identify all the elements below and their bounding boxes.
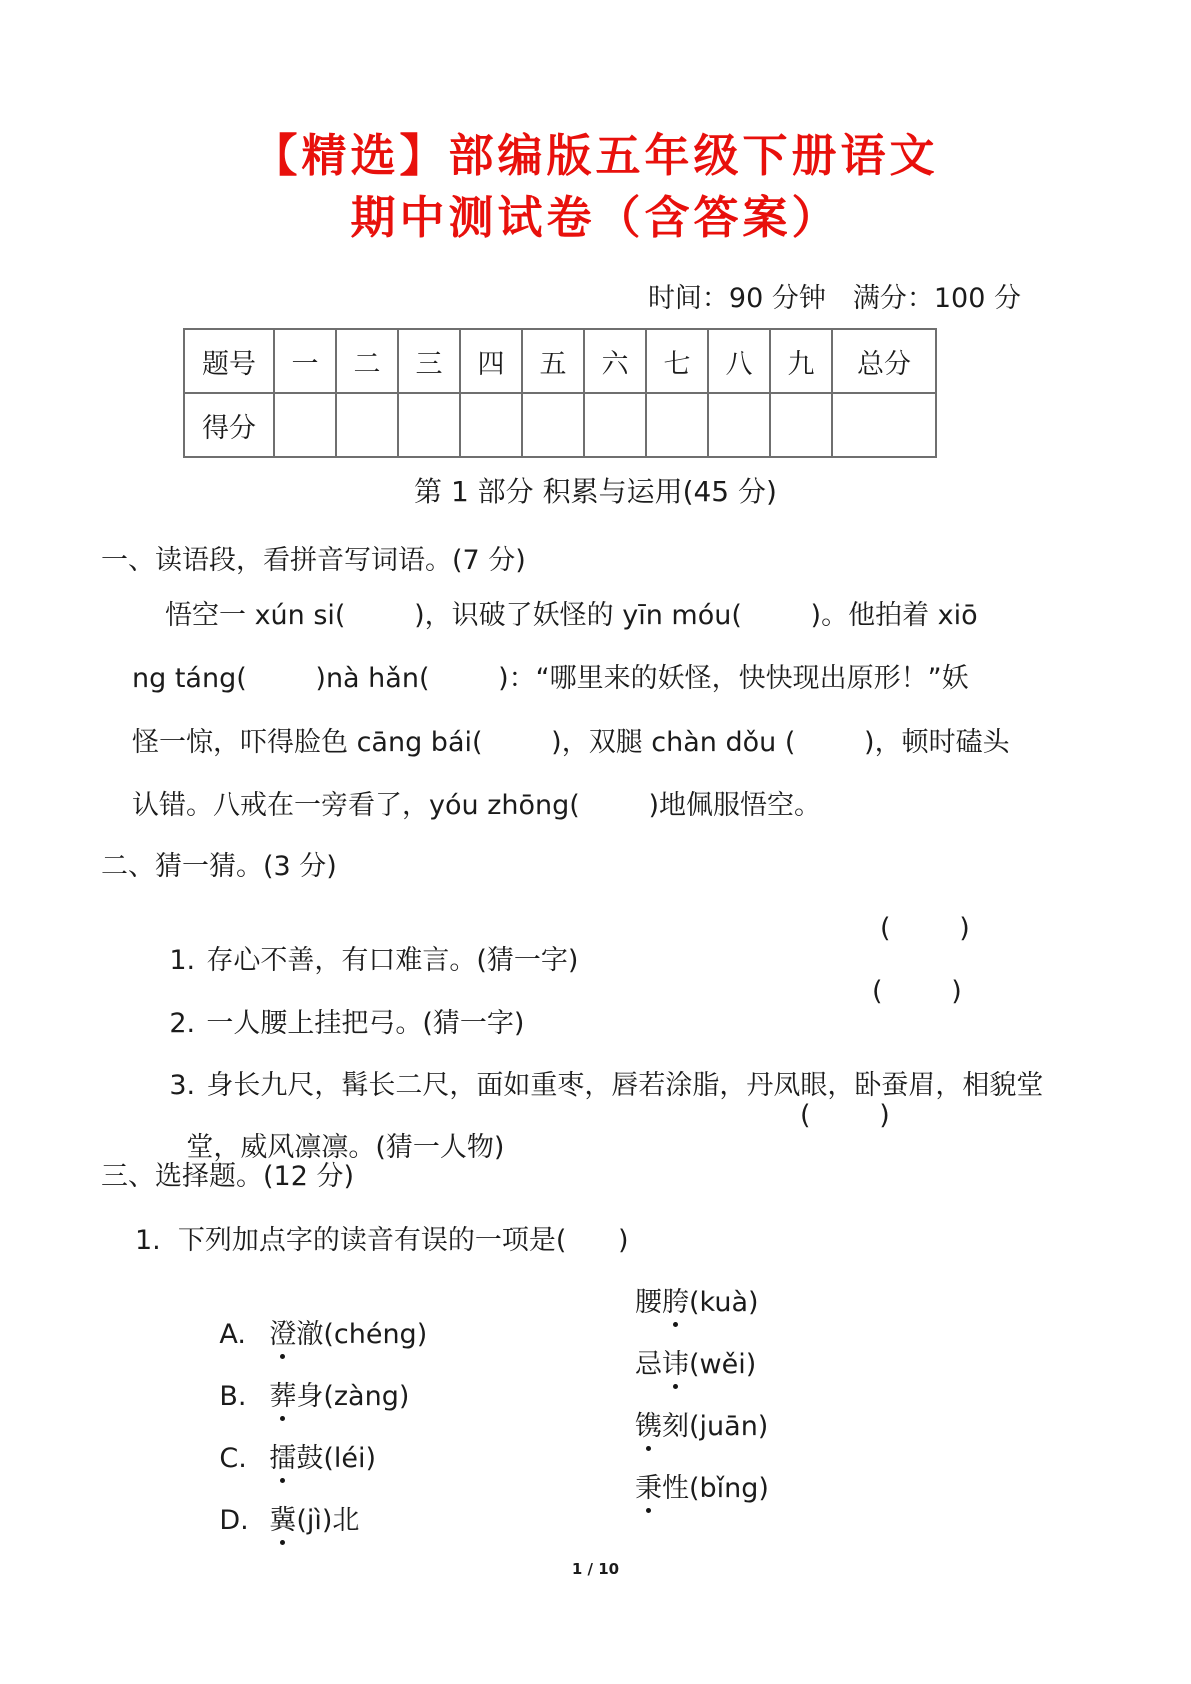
score-cell-empty bbox=[770, 393, 832, 457]
emphasized-char: 澄 bbox=[269, 1319, 297, 1350]
question2-title: 二、猜一猜。(3 分) bbox=[101, 851, 337, 882]
q1-paragraph-line: 悟空一 xún si( )，识破了妖怪的 yīn móu( )。他拍着 xiō bbox=[165, 600, 978, 631]
emphasized-char: 胯 bbox=[662, 1287, 689, 1318]
score-cell-empty bbox=[832, 393, 936, 457]
score-table-col: 三 bbox=[398, 329, 460, 393]
section-heading: 第 1 部分 积累与运用(45 分) bbox=[414, 475, 777, 508]
option-right-text bbox=[635, 1473, 769, 1505]
option-letter: D. bbox=[219, 1505, 249, 1536]
answer-bracket: ( ) bbox=[872, 976, 962, 1007]
score-cell-empty bbox=[336, 393, 398, 457]
score-cell-empty bbox=[584, 393, 646, 457]
item-text: 一人腰上挂把弓。(猜一字) bbox=[206, 1008, 525, 1039]
page-number: 1 / 10 bbox=[571, 1560, 620, 1578]
emphasized-char: 讳 bbox=[662, 1349, 689, 1380]
option-right-text bbox=[635, 1349, 756, 1381]
emphasized-char: 镌 bbox=[635, 1411, 662, 1442]
score-cell-empty bbox=[708, 393, 770, 457]
question3-title: 三、选择题。(12 分) bbox=[101, 1161, 355, 1192]
score-cell-empty bbox=[646, 393, 708, 457]
option-letter: B. bbox=[219, 1381, 247, 1412]
score-table-col: 七 bbox=[646, 329, 708, 393]
item-number: 3. bbox=[169, 1070, 196, 1101]
question1-title: 一、读语段，看拼音写词语。(7 分) bbox=[101, 545, 526, 576]
option-right-text bbox=[635, 1411, 768, 1443]
score-table-header-label: 题号 bbox=[184, 329, 274, 393]
score-cell-empty bbox=[398, 393, 460, 457]
plain-char: 身(zàng) bbox=[296, 1381, 410, 1412]
answer-bracket: ( ) bbox=[800, 1100, 890, 1131]
score-table-col: 一 bbox=[274, 329, 336, 393]
score-table-score-label: 得分 bbox=[184, 393, 274, 457]
plain-char: 刻(juān) bbox=[662, 1411, 769, 1442]
score-table-col: 六 bbox=[584, 329, 646, 393]
score-table-col: 八 bbox=[708, 329, 770, 393]
item-text: 身长九尺，髯长二尺，面如重枣，唇若涂脂，丹凤眼，卧蚕眉，相貌堂 bbox=[206, 1070, 1044, 1101]
item-number: 1. bbox=[169, 945, 196, 976]
answer-bracket: ( ) bbox=[880, 913, 970, 944]
option-left-text bbox=[269, 1443, 376, 1474]
option-letter: A. bbox=[219, 1319, 246, 1350]
item-text: 存心不善，有口难言。(猜一字) bbox=[206, 945, 579, 976]
emphasized-char: 擂 bbox=[269, 1443, 297, 1474]
score-table-score-row bbox=[184, 393, 936, 457]
option-left-text bbox=[269, 1319, 427, 1350]
q3-option-d bbox=[185, 1473, 1191, 1601]
option-left-text bbox=[269, 1505, 359, 1536]
time-and-score-info: 时间：90 分钟 满分：100 分 bbox=[647, 283, 1021, 314]
plain-char: 鼓(léi) bbox=[296, 1443, 377, 1474]
score-table-col: 九 bbox=[770, 329, 832, 393]
score-cell-empty bbox=[460, 393, 522, 457]
score-table-col: 二 bbox=[336, 329, 398, 393]
score-table-col: 五 bbox=[522, 329, 584, 393]
score-table-col: 四 bbox=[460, 329, 522, 393]
score-table bbox=[183, 328, 937, 458]
q3-sub-question-1: 1. 下列加点字的读音有误的一项是( ) bbox=[135, 1225, 629, 1256]
plain-char: (kuà) bbox=[689, 1287, 759, 1318]
option-right-text bbox=[635, 1287, 759, 1319]
q1-paragraph-line: ng táng( )nà hǎn( )：“哪里来的妖怪，快快现出原形！”妖 bbox=[132, 663, 969, 694]
plain-char: 腰 bbox=[635, 1287, 662, 1318]
plain-char: 澈(chéng) bbox=[296, 1319, 428, 1350]
q1-paragraph-line: 怪一惊，吓得脸色 cāng bái( )，双腿 chàn dǒu ( )，顿时磕头 bbox=[132, 727, 1010, 758]
emphasized-char: 秉 bbox=[635, 1473, 662, 1504]
q1-paragraph-line: 认错。八戒在一旁看了，yóu zhōng( )地佩服悟空。 bbox=[132, 790, 821, 821]
option-letter: C. bbox=[219, 1443, 247, 1474]
option-left-text bbox=[269, 1381, 409, 1412]
paper-title-line2: 期中测试卷（含答案） bbox=[350, 191, 841, 244]
plain-char: (wěi) bbox=[689, 1349, 757, 1380]
plain-char: 忌 bbox=[635, 1349, 662, 1380]
emphasized-char: 冀 bbox=[269, 1505, 297, 1536]
score-cell-empty bbox=[274, 393, 336, 457]
score-table-header-row bbox=[184, 329, 936, 393]
emphasized-char: 葬 bbox=[269, 1381, 297, 1412]
plain-char: (jì)北 bbox=[296, 1505, 360, 1536]
score-cell-empty bbox=[522, 393, 584, 457]
score-table-col: 总分 bbox=[832, 329, 936, 393]
paper-title-line1: 【精选】部编版五年级下册语文 bbox=[252, 129, 939, 182]
plain-char: 性(bǐng) bbox=[662, 1473, 769, 1504]
item-text: 堂，威风凛凛。(猜一人物) bbox=[186, 1132, 505, 1163]
item-number: 2. bbox=[169, 1008, 196, 1039]
